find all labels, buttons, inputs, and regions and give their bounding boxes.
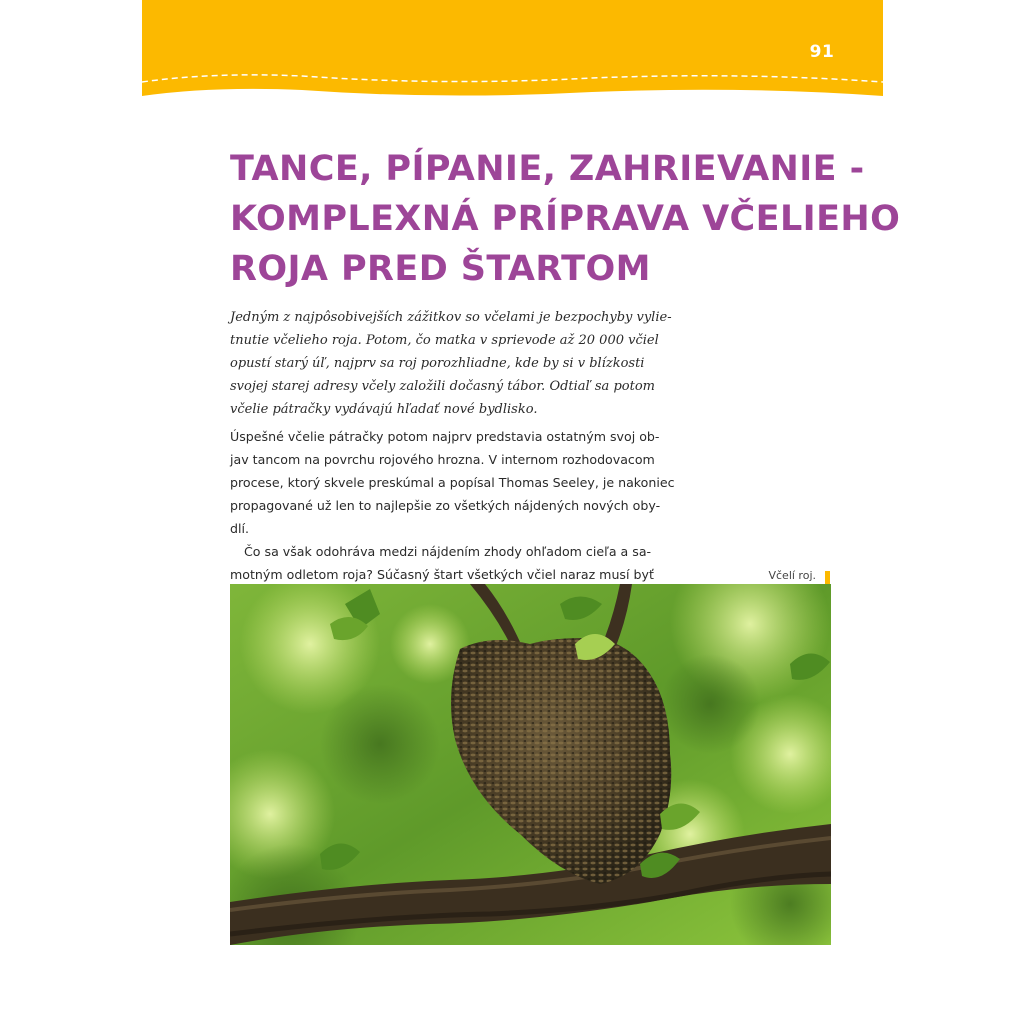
article-title xyxy=(230,144,901,294)
body-line: dlí. xyxy=(230,521,249,536)
body-line: jav tancom na povrchu rojového hrozna. V internom rozhodovacom xyxy=(230,452,655,467)
page-number: 91 xyxy=(809,42,835,62)
header-wave-shape xyxy=(142,0,883,112)
title-line: ROJA PRED ŠTARTOM xyxy=(230,249,651,289)
lead-line: opustí starý úľ, najprv sa roj porozhliadne, kde by si v blízkosti xyxy=(230,356,645,371)
title-line: TANCE, PÍPANIE, ZAHRIEVANIE - xyxy=(230,149,865,189)
figure-caption: Včelí roj. xyxy=(768,569,816,582)
body-paragraphs xyxy=(230,425,675,586)
lead-line: tnutie včelieho roja. Potom, čo matka v sprievode až 20 000 včiel xyxy=(230,333,659,348)
lead-paragraph xyxy=(230,306,672,421)
bee-swarm-photo xyxy=(230,584,831,945)
lead-line: Jedným z najpôsobivejších zážitkov so včelami je bezpochyby vylie- xyxy=(230,310,672,325)
body-line: propagované už len to najlepšie zo všetkých nájdených nových oby- xyxy=(230,498,661,513)
bee-swarm-illustration xyxy=(230,584,831,945)
header-band xyxy=(142,0,883,112)
lead-line: svojej starej adresy včely založili dočasný tábor. Odtiaľ sa potom xyxy=(230,379,655,394)
lead-line: včelie pátračky vydávajú hľadať nové bydlisko. xyxy=(230,402,538,417)
body-line: Úspešné včelie pátračky potom najprv predstavia ostatným svoj ob- xyxy=(230,429,660,444)
body-line: Čo sa však odohráva medzi nájdením zhody ohľadom cieľa a sa- xyxy=(244,544,652,559)
body-line: motným odletom roja? Súčasný štart všetkých včiel naraz musí byť xyxy=(230,567,654,582)
title-line: KOMPLEXNÁ PRÍPRAVA VČELIEHO xyxy=(230,199,901,239)
body-line: procese, ktorý skvele preskúmal a popísal Thomas Seeley, je nakoniec xyxy=(230,475,675,490)
